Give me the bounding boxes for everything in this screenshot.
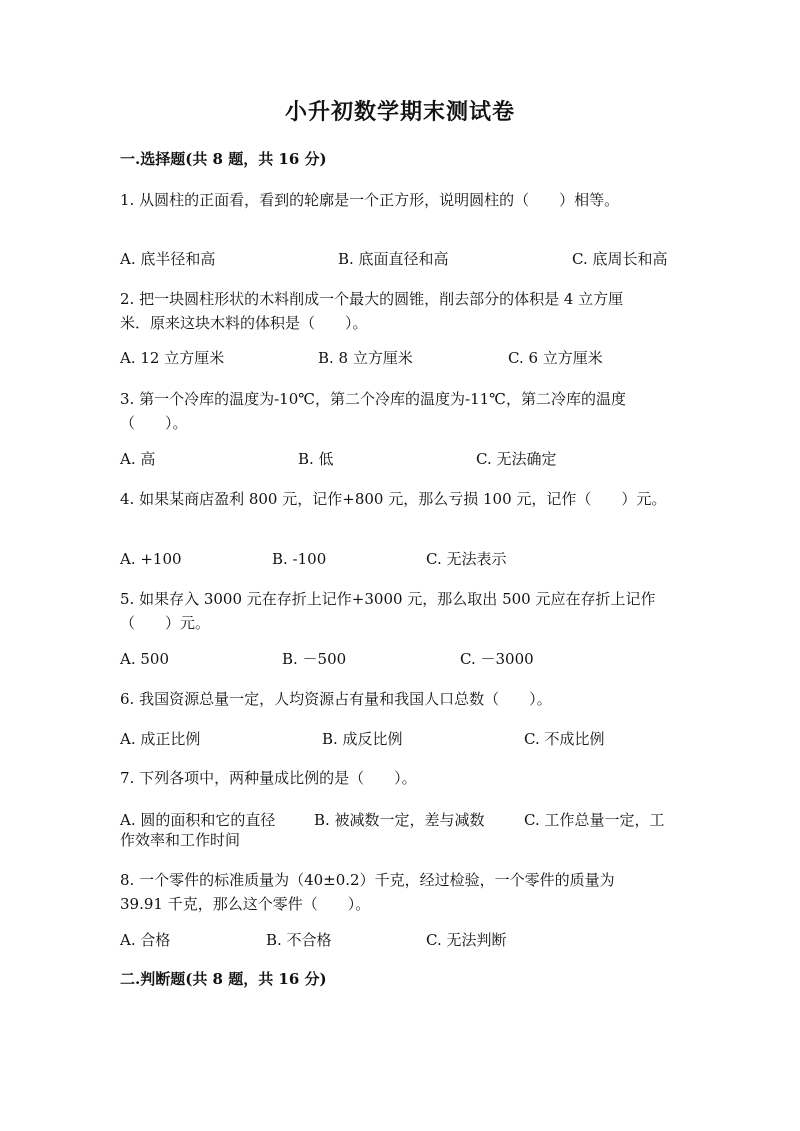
question-5 [120,587,680,635]
question-2 [120,287,680,335]
option-b[interactable]: B. 低 [298,450,334,468]
option-c[interactable]: C. 无法确定 [476,450,557,468]
option-b[interactable]: B. -100 [272,550,327,568]
section-heading-judgement: 二.判断题(共 8 题，共 16 分) [120,970,327,988]
option-a[interactable]: A. 圆的面积和它的直径 [120,811,276,829]
option-c[interactable]: C. 不成比例 [524,730,605,748]
question-text-line: （ ）元。 [120,614,211,632]
option-a[interactable]: A. 底半径和高 [120,250,216,268]
option-c-continued[interactable]: 作效率和工作时间 [120,831,241,849]
question-4 [120,487,680,511]
question-text-line: 4. 如果某商店盈利 800 元，记作+800 元，那么亏损 100 元，记作（ ）元。 [120,490,667,508]
option-a[interactable]: A. 500 [120,650,169,668]
option-a[interactable]: A. 高 [120,450,156,468]
options-5 [120,647,680,691]
option-a[interactable]: A. +100 [120,550,182,568]
question-text-line: 8. 一个零件的标准质量为（40±0.2）千克，经过检验，一个零件的质量为 [120,871,615,889]
option-b[interactable]: B. 底面直径和高 [338,250,449,268]
question-text-line: 7. 下列各项中，两种量成比例的是（ ）。 [120,769,417,787]
question-7 [120,766,680,790]
option-b[interactable]: B. －500 [282,650,347,668]
option-c[interactable]: C. 6 立方厘米 [508,349,603,367]
option-c[interactable]: C. －3000 [460,650,534,668]
question-text-line: 3. 第一个冷库的温度为-10℃，第二个冷库的温度为-11℃，第二冷库的温度 [120,390,626,408]
question-3 [120,387,680,435]
question-text-line: 米．原来这块木料的体积是（ ）。 [120,314,368,332]
option-c[interactable]: C. 无法表示 [426,550,507,568]
question-text-line: （ ）。 [120,414,188,432]
options-2 [120,346,680,390]
option-a[interactable]: A. 12 立方厘米 [120,349,225,367]
question-text-line: 39.91 千克，那么这个零件（ ）。 [120,895,371,913]
options-7 [120,808,680,852]
options-3 [120,447,680,491]
options-8 [120,928,680,972]
options-6 [120,727,680,771]
question-8 [120,868,680,916]
options-4 [120,547,680,591]
option-c[interactable]: C. 底周长和高 [572,250,668,268]
question-text-line: 2. 把一块圆柱形状的木料削成一个最大的圆锥，削去部分的体积是 4 立方厘 [120,290,624,308]
option-a[interactable]: A. 成正比例 [120,730,201,748]
option-b[interactable]: B. 被减数一定，差与减数 [314,811,485,829]
question-6 [120,687,680,711]
option-b[interactable]: B. 成反比例 [322,730,403,748]
option-a[interactable]: A. 合格 [120,931,171,949]
question-text-line: 5. 如果存入 3000 元在存折上记作+3000 元，那么取出 500 元应在存折上记作 [120,590,656,608]
option-b[interactable]: B. 8 立方厘米 [318,349,413,367]
question-text-line: 6. 我国资源总量一定，人均资源占有量和我国人口总数（ ）。 [120,690,552,708]
option-c[interactable]: C. 无法判断 [426,931,507,949]
section-heading-choice: 一.选择题(共 8 题，共 16 分) [120,150,327,168]
question-text-line: 1. 从圆柱的正面看，看到的轮廓是一个正方形，说明圆柱的（ ）相等。 [120,191,620,209]
options-1 [120,247,680,291]
page-title: 小升初数学期末测试卷 [284,99,515,125]
option-b[interactable]: B. 不合格 [266,931,332,949]
question-1 [120,188,680,212]
option-c[interactable]: C. 工作总量一定，工 [524,811,665,829]
